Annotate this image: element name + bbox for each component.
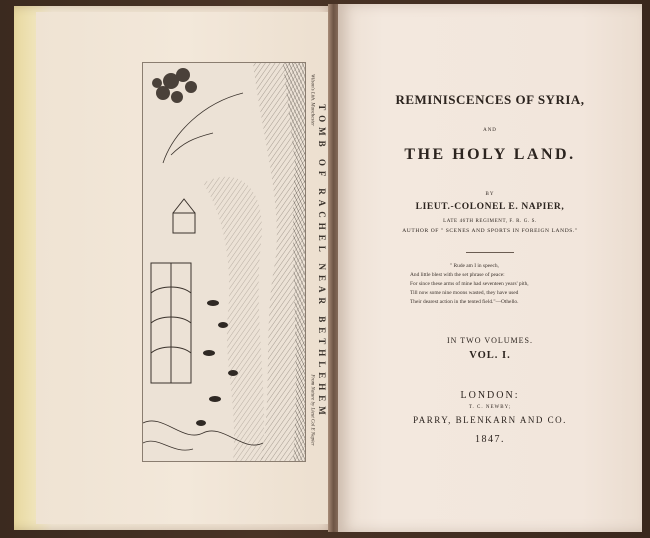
- epigraph-line: " Rude am I in speech,: [450, 263, 499, 269]
- frontispiece-engraving: [142, 62, 306, 462]
- title-line-1: REMINISCENCES OF SYRIA,: [395, 92, 585, 107]
- publication-year: 1847.: [475, 434, 505, 445]
- publication-city: LONDON:: [460, 390, 520, 401]
- epigraph-line: And little blest with the set phrase of peace:: [410, 272, 505, 278]
- volumes-note: IN TWO VOLUMES.: [446, 336, 534, 345]
- epigraph-line: Their dearest action in the tented field."—Othello.: [410, 299, 519, 305]
- publisher-name: PARRY, BLENKARN AND CO.: [413, 415, 567, 425]
- plate-caption: TOMB OF RACHEL NEAR BETHLEHEM: [317, 104, 327, 420]
- title-line-2: THE HOLY LAND.: [404, 146, 576, 163]
- author-regiment: LATE 46TH REGIMENT, F. R. G. S.: [443, 219, 537, 224]
- epigraph: [410, 262, 600, 307]
- epigraph-line: For since these arms of mine had seventeen years' pith,: [410, 281, 529, 287]
- author-credits: AUTHOR OF " SCENES AND SPORTS IN FOREIGN LANDS.": [402, 228, 578, 234]
- volume-number: VOL. I.: [469, 350, 511, 361]
- plate-credit-artist: From Nature by Lieut Col E Napier: [309, 374, 315, 446]
- by-label: BY: [485, 192, 495, 197]
- plate-credit-lithographer: Wilson's Lith. Manchester: [309, 73, 315, 127]
- title-conjunction: AND: [483, 128, 497, 133]
- engraving-illustration: [143, 63, 305, 461]
- printer-name: T. C. NEWBY;: [468, 405, 512, 410]
- divider-rule: [466, 252, 514, 253]
- author-name: LIEUT.-COLONEL E. NAPIER,: [415, 202, 565, 212]
- epigraph-line: Till now some nine moons wasted, they have used: [410, 290, 519, 296]
